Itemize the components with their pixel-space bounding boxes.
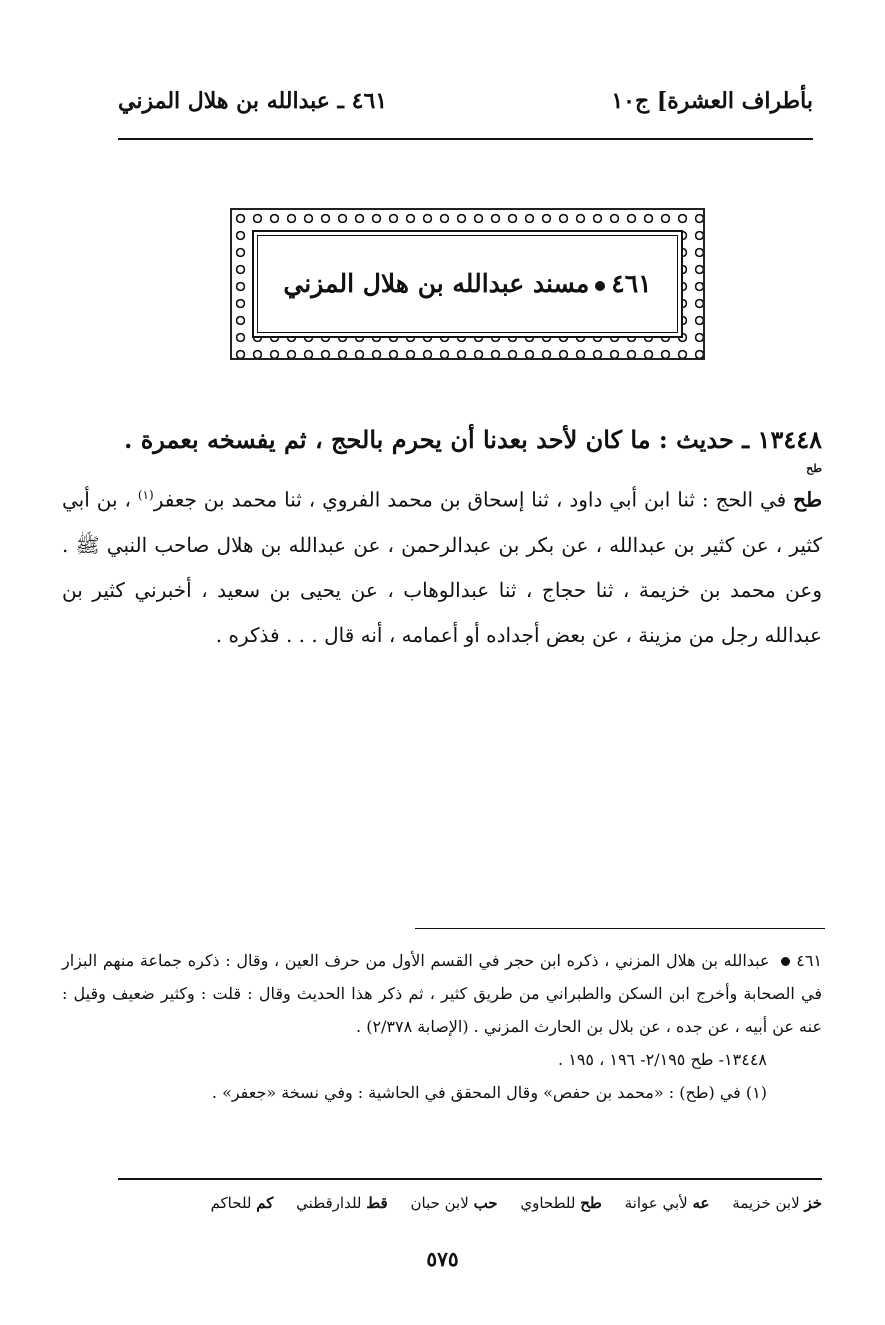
header-divider [118,138,813,140]
abbrev-item: خز لابن خزيمة [732,1194,822,1212]
footnote-ref: (١) [137,488,154,502]
hadith-number-wrap [757,425,822,475]
footnote-biography [62,944,822,1043]
musnad-number: ٤٦١ [611,269,652,298]
abbrev-item: قط للدارقطني [296,1194,388,1212]
hadith-number: ١٣٤٤٨ [757,425,822,454]
musnad-title: مسند عبدالله بن هلال المزني [283,269,590,298]
hadith-text-b: ، بن أبي كثير ، عن كثير بن عبدالله ، عن بكر بن عبدالرحمن ، عن عبدالله بن هلال صاحب النبي ﷺ . وعن محمد بن خزيمة ، ثنا حجاج ، ثنا عبدالوهاب ، عن يحيى بن سعيد ، أخبرني كثير بن عبدالله رجل من مزينة ، عن بعض أجداده أو أعمامه ، أنه قال . . . فذكره . [62,487,822,647]
footnote-number: ٤٦١ [796,951,823,970]
running-header [118,88,813,128]
footnote-biography-text: عبدالله بن هلال المزني ، ذكره ابن حجر في القسم الأول من حرف العين ، وقال : ذكره جماعة منهم البزار في الصحابة وأخرج ابن السكن والطبراني من طريق كثير ، ثم ذكر هذا الحديث وقال : قلت : وكثير ضعيف وقيل : عنه عن أبيه ، عن جده ، عن بلال بن الحارث المزني . (الإصابة ٢/٣٧٨) . [62,951,822,1036]
page-number: ٥٧٥ [426,1247,459,1271]
hadith-heading [62,422,822,475]
musnad-heading [252,230,683,338]
footnote-reference: ١٣٤٤٨- طح ٢/١٩٥- ١٩٦ ، ١٩٥ . [558,1050,767,1069]
source-label: طح [793,487,822,512]
abbrev-item: طح للطحاوي [520,1194,602,1212]
footnote-variant: (١) في (طح) : «محمد بن حفص» وقال المحقق في الحاشية : وفي نسخة «جعفر» . [211,1083,767,1102]
footnote-divider [415,928,825,929]
bullet-icon [595,281,605,291]
bullet-icon [781,957,790,966]
hadith-text-a: في الحج : ثنا ابن أبي داود ، ثنا إسحاق بن محمد الفروي ، ثنا محمد بن جعفر [153,487,787,512]
header-section-title: ٤٦١ ـ عبدالله بن هلال المزني [118,88,388,114]
abbrev-item: كم للحاكم [210,1194,274,1212]
abbrev-item: عه لأبي عوانة [624,1194,710,1212]
hadith-title-text: ـ حديث : ما كان لأحد بعدنا أن يحرم بالحج ، ثم يفسخه بعمرة . [123,425,750,454]
abbreviations-legend [102,1188,822,1218]
abbreviations-divider [118,1178,822,1180]
hadith-number-source: طح [806,462,822,475]
header-book-title: بأطراف العشرة] ج١٠ [611,88,813,114]
footnotes [62,944,822,1109]
abbrev-item: حب لابن حبان [410,1194,498,1212]
hadith-body [62,473,822,658]
